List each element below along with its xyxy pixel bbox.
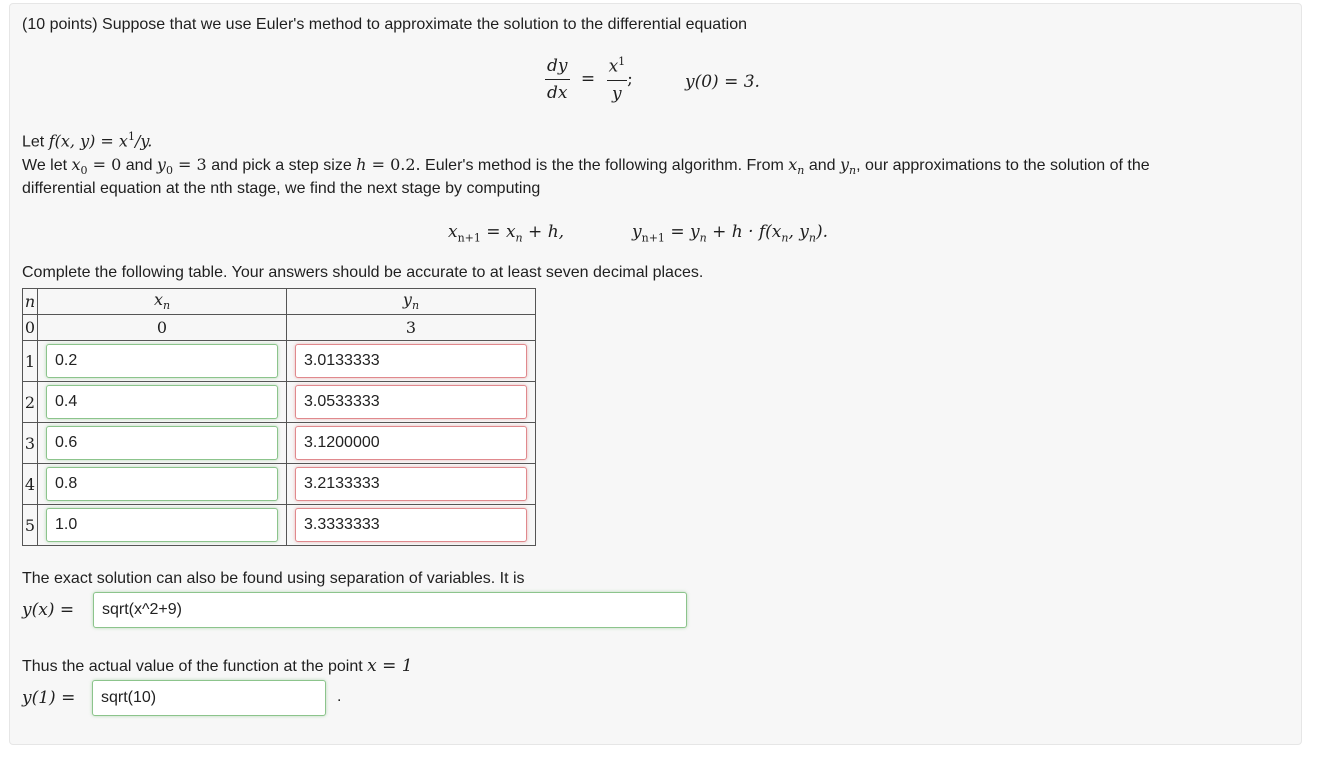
actual-value-prompt: Thus the actual value of the function at the point x = 1 bbox=[22, 656, 413, 676]
y1-input[interactable]: 3.0133333 bbox=[295, 344, 527, 378]
x1-input[interactable]: 0.2 bbox=[46, 344, 278, 378]
y3-input[interactable]: 3.1200000 bbox=[295, 426, 527, 460]
exact-solution-prompt: The exact solution can also be found using separation of variables. It is bbox=[22, 570, 525, 587]
row-index: 2 bbox=[23, 382, 38, 423]
y0-value: 3 bbox=[287, 315, 536, 341]
y5-input[interactable]: 3.3333333 bbox=[295, 508, 527, 542]
x0-value: 0 bbox=[38, 315, 287, 341]
table-row bbox=[23, 423, 536, 464]
header-n: n bbox=[23, 289, 38, 315]
x4-input[interactable]: 0.8 bbox=[46, 467, 278, 501]
table-row bbox=[23, 464, 536, 505]
table-row bbox=[23, 341, 536, 382]
table-row bbox=[23, 315, 536, 341]
initial-condition: y(0) = 3. bbox=[685, 72, 760, 92]
recurrence-x: $x_{n+1} = x_n + h$, bbox=[448, 222, 565, 245]
problem-intro: (10 points) Suppose that we use Euler's method to approximate the solution to the differential equation bbox=[22, 16, 747, 33]
ode-equation: $\frac{dy}{dx}$ = $\frac{x^1}{y}$ ; bbox=[547, 55, 633, 104]
x5-input[interactable]: 1.0 bbox=[46, 508, 278, 542]
actual-value-input[interactable]: sqrt(10) bbox=[92, 680, 326, 716]
y4-input[interactable]: 3.2133333 bbox=[295, 467, 527, 501]
y2-input[interactable]: 3.0533333 bbox=[295, 385, 527, 419]
row-index: 5 bbox=[23, 505, 38, 546]
row-index: 0 bbox=[23, 315, 38, 341]
exact-solution-input[interactable]: sqrt(x^2+9) bbox=[93, 592, 687, 628]
table-header-row bbox=[23, 289, 536, 315]
header-xn: $x_n$ bbox=[38, 289, 287, 315]
table-row bbox=[23, 382, 536, 423]
x2-input[interactable]: 0.4 bbox=[46, 385, 278, 419]
actual-value-period: . bbox=[337, 688, 342, 705]
table-prompt: Complete the following table. Your answers should be accurate to at least seven decimal places. bbox=[22, 264, 704, 281]
actual-value-label: y(1) = bbox=[22, 688, 76, 708]
function-definition: Let f(x, $y) = x^1/y$. bbox=[22, 130, 153, 151]
row-index: 1 bbox=[23, 341, 38, 382]
recurrence-y: $y_{n+1} = y_n + h \cdot f(x_n$, $y_n$). bbox=[632, 222, 829, 245]
table-row bbox=[23, 505, 536, 546]
row-index: 4 bbox=[23, 464, 38, 505]
row-index: 3 bbox=[23, 423, 38, 464]
exact-solution-label: y(x) = bbox=[22, 600, 75, 620]
x3-input[interactable]: 0.6 bbox=[46, 426, 278, 460]
header-yn: $y_n$ bbox=[287, 289, 536, 315]
algorithm-description-cont: differential equation at the nth stage, we find the next stage by computing bbox=[22, 180, 541, 197]
algorithm-description: We let $x_0 = 0$ and $y_0 = 3$ and pick a step size h = 0.2. Euler's method is the the following algorithm. From $x_n$ and $y_n$, our approximations to the solution of the bbox=[22, 155, 1150, 178]
euler-table bbox=[22, 288, 536, 546]
